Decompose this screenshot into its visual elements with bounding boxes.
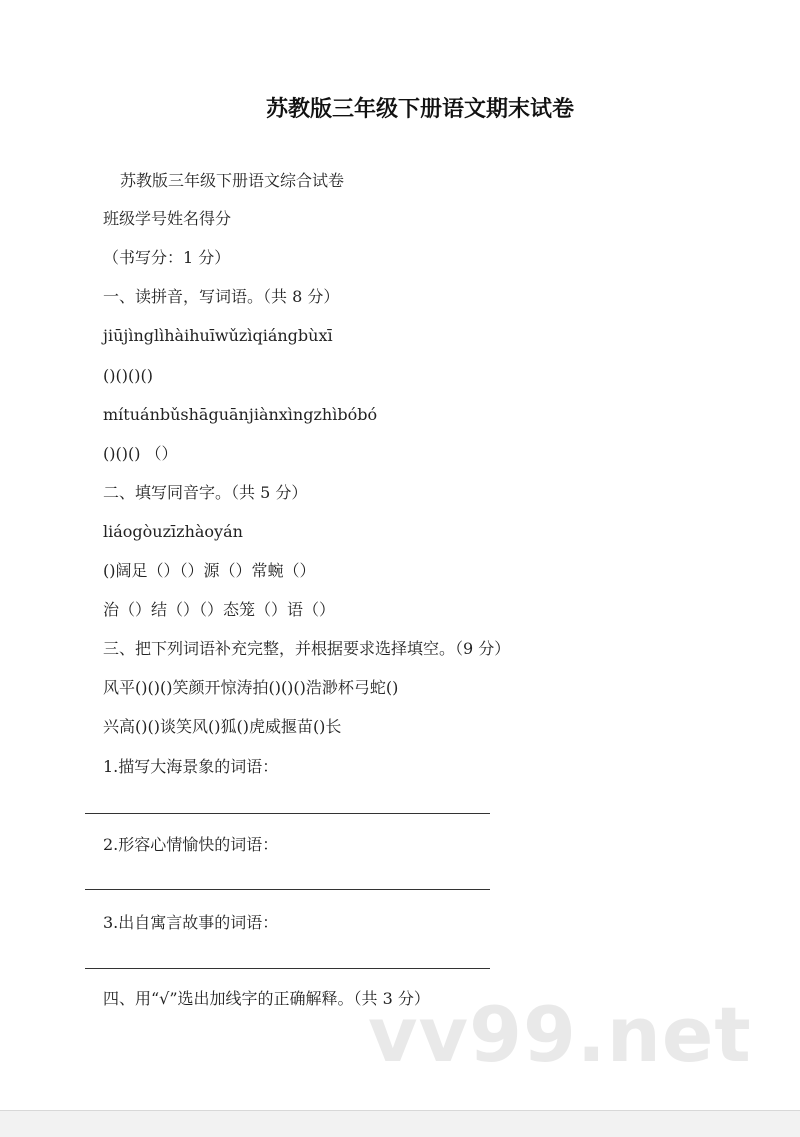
homophone-line-1: ()阔足（）（）源（）常蜿（） <box>103 561 316 580</box>
answer-line-1 <box>85 813 490 814</box>
document-title: 苏教版三年级下册语文期末试卷 <box>265 97 574 122</box>
question-1: 1.描写大海景象的词语： <box>103 757 279 776</box>
section-3-heading: 三、把下列词语补充完整，并根据要求选择填空。（9 分） <box>103 639 511 658</box>
pinyin-line-1: jiūjìnglìhàihuīwǔzìqiángbùxī <box>103 326 333 345</box>
section-4-heading: 四、用“√”选出加线字的正确解释。（共 3 分） <box>103 989 430 1008</box>
idiom-line-2: 兴高()()谈笑风()狐()虎威揠苗()长 <box>103 717 342 736</box>
idiom-line-1: 风平()()()笑颜开惊涛拍()()()浩渺杯弓蛇() <box>103 678 399 697</box>
pinyin-line-2: mítuánbǔshāguānjiànxìngzhìbóbó <box>103 405 378 424</box>
subtitle: 苏教版三年级下册语文综合试卷 <box>120 171 345 190</box>
pinyin-line-3: liáogòuzīzhàoyán <box>103 522 243 541</box>
question-3: 3.出自寓言故事的词语： <box>103 913 279 932</box>
section-2-heading: 二、填写同音字。（共 5 分） <box>103 483 308 502</box>
question-2: 2.形容心情愉快的词语： <box>103 835 279 854</box>
student-info-line: 班级学号姓名得分 <box>103 209 232 228</box>
watermark: vv99.net <box>368 990 752 1079</box>
blanks-line-1: ()()()() <box>103 366 153 385</box>
handwriting-score: （书写分：1 分） <box>103 248 231 267</box>
homophone-line-2: 治（）结（）（）态笼（）语（） <box>103 600 336 619</box>
blanks-line-2: ()()() （） <box>103 444 178 463</box>
section-1-heading: 一、读拼音，写词语。（共 8 分） <box>103 287 340 306</box>
answer-line-2 <box>85 889 490 890</box>
answer-line-3 <box>85 968 490 969</box>
